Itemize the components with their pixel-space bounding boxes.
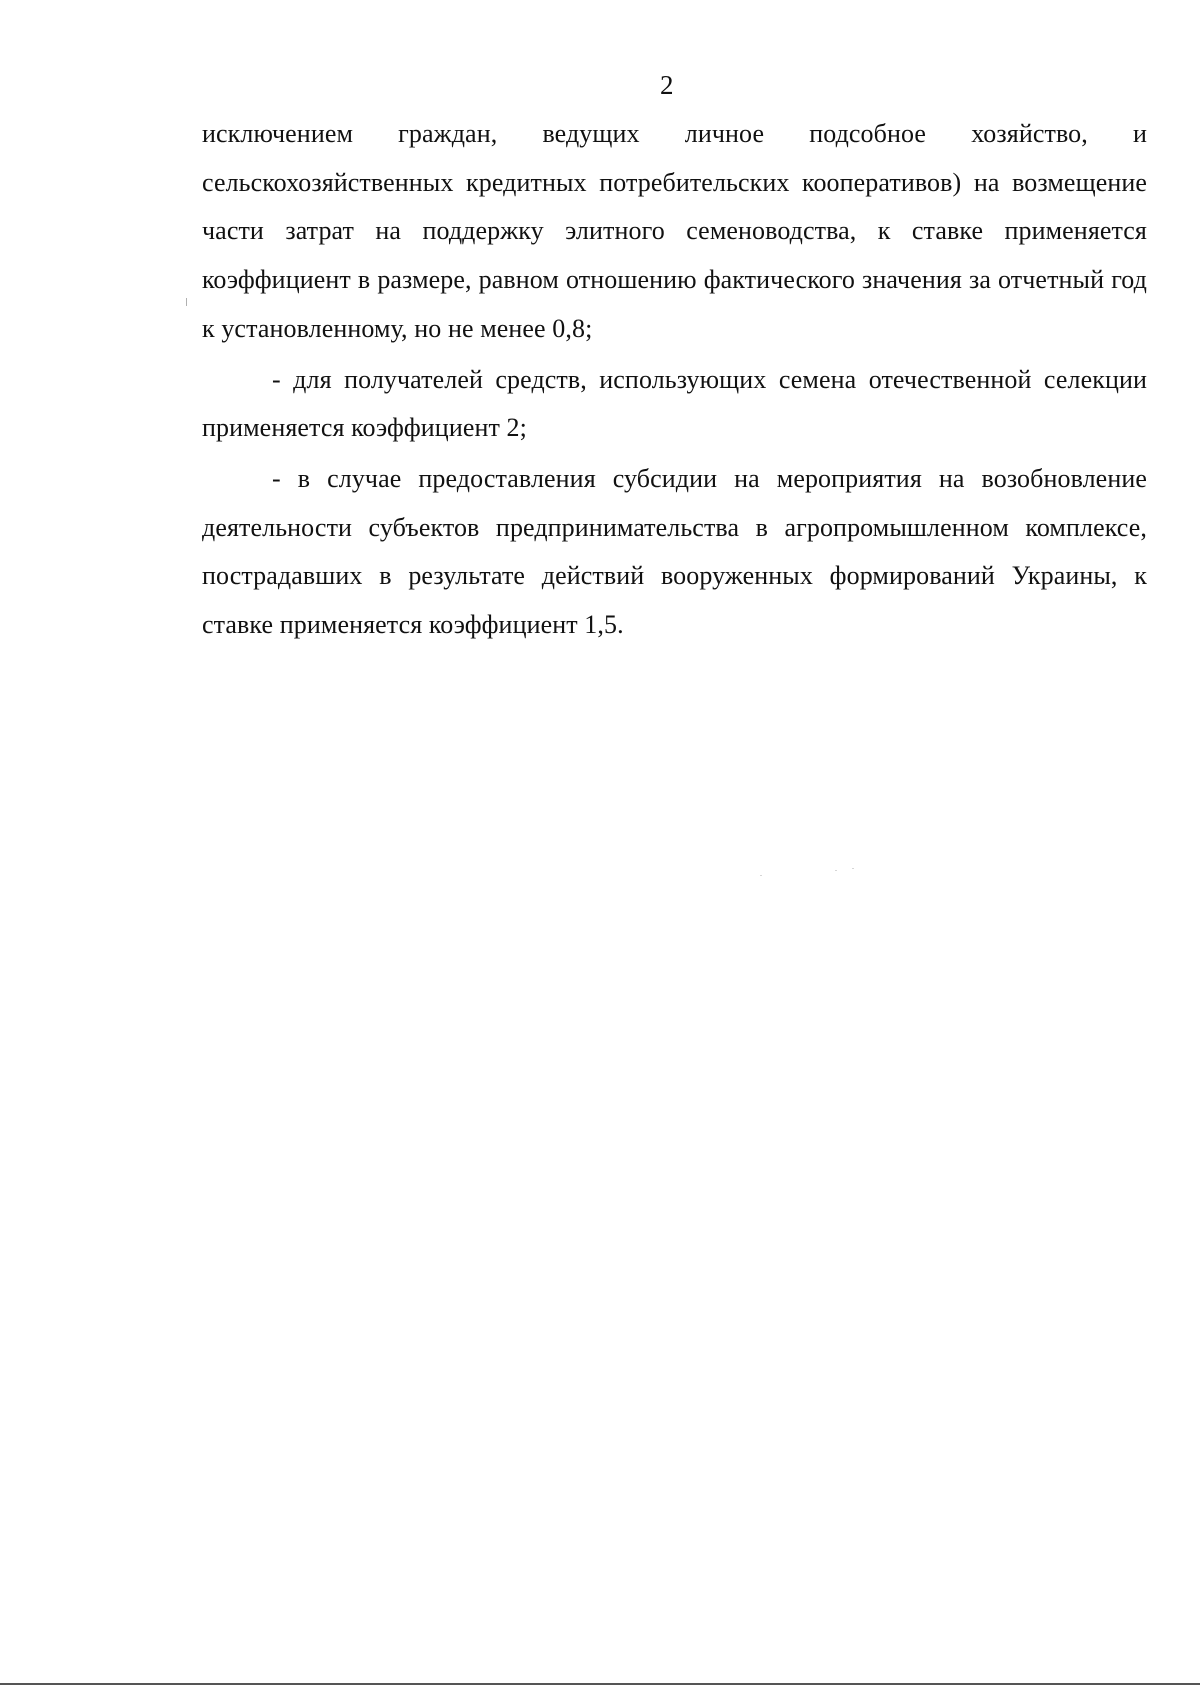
body-text: [202, 110, 1147, 650]
scan-speck: [835, 870, 837, 871]
paragraph-continuation: исключением граждан, ведущих личное подсобное хозяйство, и сельскохозяйственных кредитных потребительских кооперативов) на возмещение части затрат на поддержку элитного семеноводства, к ставке применяется коэффициент в размере, равном отношению фактического значения за отчетный год к установленному, но не менее 0,8;: [202, 119, 1147, 343]
paragraph-restoration-subsidy: - в случае предоставления субсидии на мероприятия на возобновление деятельности субъектов предпринимательства в агропромышленном комплексе, пострадавших в результате действий вооруженных формирований Украины, к ставке применяется коэффициент 1,5.: [202, 463, 1147, 640]
page-number: 2: [660, 70, 674, 100]
scan-speck: [852, 868, 854, 869]
scan-bottom-edge: [0, 1683, 1200, 1685]
margin-mark: [186, 298, 187, 306]
paragraph-domestic-seeds: - для получателей средств, использующих семена отечественной селекции применяется коэффициент 2;: [202, 364, 1147, 443]
scan-speck: [760, 875, 762, 876]
